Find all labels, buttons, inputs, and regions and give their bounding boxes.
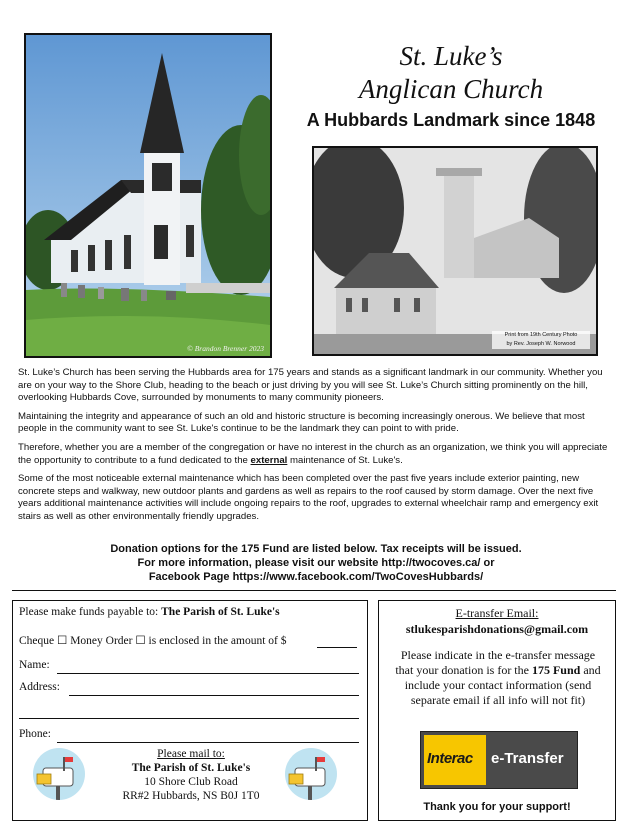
- print-caption: [492, 331, 590, 349]
- payable-name: The Parish of St. Luke's: [161, 606, 280, 618]
- mailing-address: [111, 747, 271, 803]
- appeal-text-end: maintenance of St. Luke's.: [287, 454, 403, 466]
- address-field[interactable]: [69, 695, 359, 696]
- paragraph-maintenance: Maintaining the integrity and appearance of such an old and historic structure is becoming increasingly onerous. We believe that most people in the community want to see St. Luke's continue to be the landmark they can point to with pride.: [18, 410, 585, 435]
- appeal-emphasis: external: [250, 454, 288, 466]
- cheque-line: Cheque ☐ Money Order ☐ is enclosed in the amount of $: [19, 635, 287, 647]
- phone-field[interactable]: [57, 742, 359, 743]
- divider: [12, 590, 616, 591]
- donation-form: [12, 600, 368, 821]
- photo-credit: © Brandon Brenner 2023: [187, 344, 264, 353]
- mail-parish: The Parish of St. Luke's: [131, 762, 251, 774]
- mailbox-icon: [33, 748, 85, 800]
- title-line-1: St. Luke’s: [399, 41, 503, 71]
- etransfer-note-fund: 175 Fund: [531, 663, 581, 677]
- print-caption-line-1: Print from 19th Century Photo: [504, 332, 578, 338]
- mail-city: RR#2 Hubbards, NS B0J 1T0: [122, 790, 260, 802]
- mail-heading: Please mail to:: [157, 748, 225, 760]
- amount-field[interactable]: [317, 647, 357, 648]
- payable-label: Please make funds payable to:: [19, 606, 162, 618]
- title-line-2: Anglican Church: [358, 74, 544, 104]
- body-text: [18, 367, 614, 530]
- page-subtitle: A Hubbards Landmark since 1848: [306, 110, 596, 130]
- donation-info: [18, 543, 614, 584]
- website-line[interactable]: For more information, please visit our website http://twocoves.ca/ or: [137, 556, 495, 569]
- phone-label: Phone:: [19, 728, 51, 740]
- paragraph-history: St. Luke’s Church has been serving the Hubbards area for 175 years and stands as a significant landmark in our community. Whether you are on your way to the Shore Club, heading to the beach or just driving by you will see St. Luke’s Church sitting prominently on the hill, overlooking Hubbards Cove, surrounded by monuments to many community pioneers.: [18, 367, 603, 404]
- church-illustration-historic: [314, 148, 596, 354]
- etransfer-box: [378, 600, 616, 821]
- church-photo-historic: [312, 146, 598, 356]
- payable-row: [19, 606, 280, 618]
- address-label: Address:: [19, 681, 60, 693]
- etransfer-title: E-transfer Email:: [455, 606, 539, 620]
- paragraph-projects: Some of the most noticeable external maintenance which has been completed over the past five years include exterior painting, new concrete steps and walkway, new outdoor plants and gardens as well as repairs to the roof caused by storm damage. Over the next five years additional maintenance activities will include ongoing repairs to the roof, upgrades to external wheelchair ramp and emergency exit stairs as well as other environmentally friendly upgrades.: [18, 473, 599, 522]
- thank-you-text: Thank you for your support!: [423, 801, 571, 813]
- address-field-line-2[interactable]: [19, 718, 359, 719]
- interac-etransfer-logo: [420, 731, 578, 789]
- donation-options-line: Donation options for the 175 Fund are listed below. Tax receipts will be issued.: [110, 543, 522, 555]
- name-label: Name:: [19, 659, 50, 671]
- mailbox-icon: [285, 748, 337, 800]
- etransfer-note-end: and include your contact information (send separate email if all info will not fit): [404, 663, 601, 707]
- mail-street: 10 Shore Club Road: [144, 776, 238, 788]
- etransfer-email[interactable]: stlukesparishdonations@gmail.com: [405, 622, 589, 636]
- paragraph-appeal: [18, 442, 614, 467]
- payment-method-row: [19, 633, 287, 647]
- page-title: [276, 40, 626, 131]
- church-photo-color: [24, 33, 272, 358]
- church-illustration-color: [26, 35, 270, 356]
- interac-wordmark: Interac: [427, 750, 473, 767]
- facebook-line[interactable]: Facebook Page https://www.facebook.com/TwoCovesHubbards/: [148, 570, 484, 583]
- appeal-text-start: Therefore, whether you are a member of the congregation or have no interest in the church as an organization, we think you will appreciate the opportunity to contribute to a fund dedicated to the: [18, 441, 608, 466]
- etransfer-instructions: [393, 648, 603, 708]
- interac-badge: [424, 735, 486, 785]
- etransfer-wordmark: e-Transfer: [491, 750, 564, 767]
- print-caption-line-2: by Rev. Joseph W. Norwood: [506, 341, 576, 347]
- etransfer-note-start: Please indicate in the e-transfer message that your donation is for the: [395, 648, 596, 677]
- name-field[interactable]: [57, 673, 359, 674]
